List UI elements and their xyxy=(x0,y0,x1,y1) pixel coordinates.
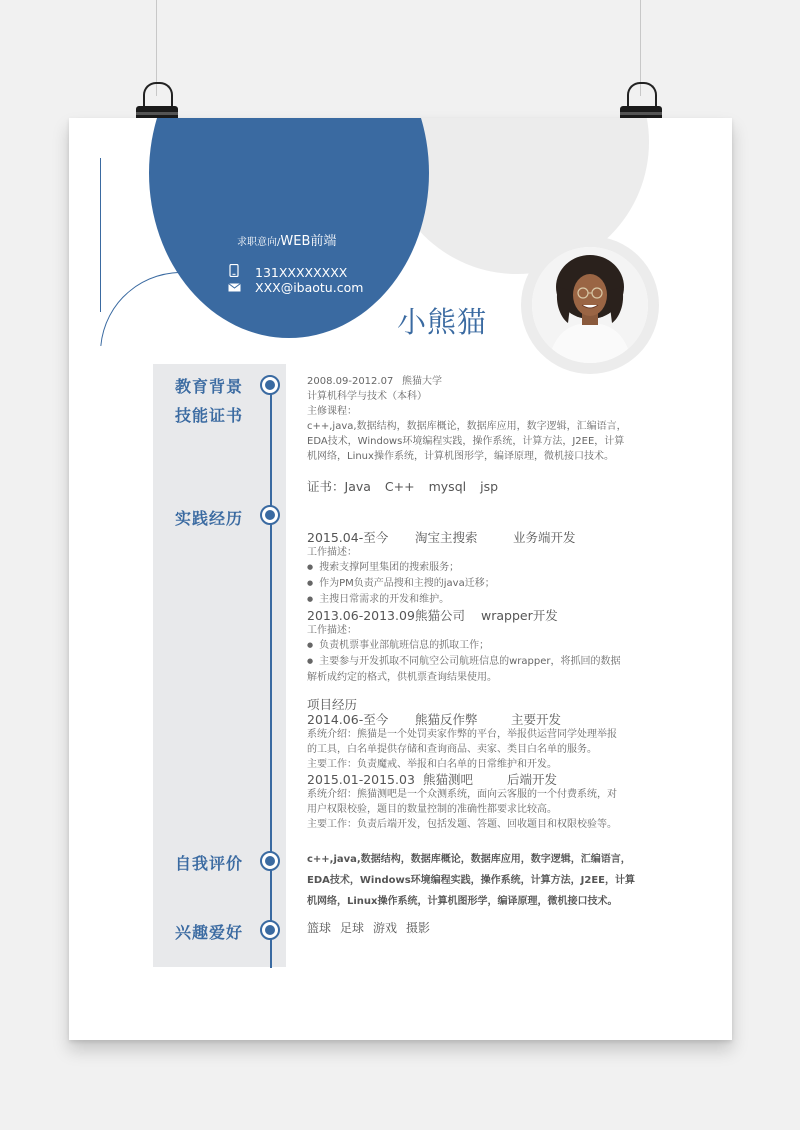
edu-courses-line: c++,java,数据结构，数据库概论，数据库应用，数字逻辑，汇编语言， xyxy=(307,421,627,432)
hobby-item: 摄影 xyxy=(406,921,431,935)
decor-line xyxy=(100,158,101,312)
objective-label: 求职意向/ xyxy=(237,237,281,248)
self-eval-line: c++,java,数据结构，数据库概论，数据库应用，数字逻辑，汇编语言， xyxy=(307,854,631,865)
left-section-band xyxy=(153,364,286,967)
self-eval-line: EDA技术，Windows环境编程实践，操作系统，计算方法，J2EE，计算 xyxy=(307,875,636,886)
work-company: 淘宝主搜索 xyxy=(415,530,478,545)
timeline-node-practice xyxy=(260,505,280,525)
self-eval-line: 机网络，Linux操作系统，计算机图形学，编译原理，微机接口技术。 xyxy=(307,896,618,907)
self-eval-block xyxy=(307,849,635,912)
work-desc-label: 工作描述： xyxy=(307,547,357,558)
education-block xyxy=(307,374,627,464)
project-intro: 用户权限校验，题目的数量控制的准确性都要求比较高。 xyxy=(307,804,557,815)
timeline-line xyxy=(270,382,272,968)
profile-photo xyxy=(532,247,648,363)
work-company: 熊猫公司 xyxy=(415,608,466,623)
cert-label: 证书： xyxy=(307,479,345,494)
project-intro: 系统介绍：熊猫是一个处罚卖家作弊的平台，举报供运营同学处理举报 xyxy=(307,729,617,740)
section-title-education: 教育背景 xyxy=(175,377,244,396)
hobby-item: 游戏 xyxy=(373,921,398,935)
resume-paper xyxy=(69,118,732,1040)
certificates xyxy=(307,479,512,494)
project-period: 2014.06-至今 xyxy=(307,712,389,727)
timeline-node-hobbies xyxy=(260,920,280,940)
contact-email xyxy=(227,280,363,295)
edu-major: 计算机科学与技术（本科） xyxy=(307,391,427,402)
project-work: 主要工作：负责后端开发，包括发题、答题、回收题目和权限校验等。 xyxy=(307,819,617,830)
edu-courses-line: EDA技术，Windows环境编程实践，操作系统，计算方法，J2EE，计算 xyxy=(307,436,625,447)
project-intro: 的工具，白名单提供存储和查询商品、卖家、类目白名单的服务。 xyxy=(307,744,597,755)
section-title-skills: 技能证书 xyxy=(175,406,244,425)
work-bullet: ● 搜索支撑阿里集团的搜索服务； xyxy=(307,560,621,576)
email-text: XXX@ibaotu.com xyxy=(255,280,364,295)
work-block xyxy=(307,530,621,685)
project-name: 熊猫反作弊 xyxy=(415,712,478,727)
hobbies-block xyxy=(307,921,430,936)
job-objective xyxy=(237,230,336,249)
work-bullet: ● 主要参与开发抓取不同航空公司航班信息的wrapper，将抓回的数据 xyxy=(307,654,621,670)
edu-courses-line: 机网络，Linux操作系统，计算机图形学，编译原理，微机接口技术。 xyxy=(307,451,614,462)
cert-item: C++ xyxy=(384,479,415,494)
edu-period: 2008.09-2012.07 xyxy=(307,376,394,387)
project-role: 主要开发 xyxy=(511,712,562,727)
project-name: 熊猫测吧 xyxy=(423,772,474,787)
cert-item: mysql xyxy=(428,479,467,494)
projects-block xyxy=(307,697,617,832)
work-period: 2013.06-2013.09 xyxy=(307,608,415,623)
project-period: 2015.01-2015.03 xyxy=(307,772,415,787)
candidate-name: 小熊猫 xyxy=(397,305,488,339)
work-role: wrapper开发 xyxy=(481,608,558,623)
timeline-node-education xyxy=(260,375,280,395)
work-bullet: ● 作为PM负责产品搜和主搜的java迁移； xyxy=(307,576,621,592)
phone-icon xyxy=(227,264,241,280)
cert-item: Java xyxy=(344,479,371,494)
work-bullet: ● 主搜日常需求的开发和维护。 xyxy=(307,592,621,608)
phone-text: 131XXXXXXXX xyxy=(255,265,348,280)
section-title-self-eval: 自我评价 xyxy=(175,854,244,873)
section-title-hobbies: 兴趣爱好 xyxy=(175,923,244,942)
objective-value: WEB前端 xyxy=(280,234,337,249)
edu-courses-label: 主修课程： xyxy=(307,406,357,417)
hobby-item: 篮球 xyxy=(307,921,332,935)
cert-item: jsp xyxy=(480,479,499,494)
work-desc-label: 工作描述： xyxy=(307,625,357,636)
work-period: 2015.04-至今 xyxy=(307,530,389,545)
project-role: 后端开发 xyxy=(507,772,558,787)
hobby-item: 足球 xyxy=(340,921,365,935)
mail-icon xyxy=(227,280,241,295)
work-role: 业务端开发 xyxy=(513,530,576,545)
work-bullet: ● 负责机票事业部航班信息的抓取工作； xyxy=(307,638,621,654)
timeline-node-self-eval xyxy=(260,851,280,871)
work-bullet-continued: 解析成约定的格式，供机票查询结果使用。 xyxy=(307,672,497,683)
project-work: 主要工作：负责魔戒、举报和白名单的日常维护和开发。 xyxy=(307,759,557,770)
contact-phone xyxy=(227,264,347,280)
project-intro: 系统介绍：熊猫测吧是一个众测系统，面向云客服的一个付费系统，对 xyxy=(307,789,617,800)
edu-school: 熊猫大学 xyxy=(402,376,442,387)
projects-heading: 项目经历 xyxy=(307,697,358,712)
profile-photo-frame xyxy=(521,236,659,374)
section-title-practice: 实践经历 xyxy=(175,509,244,528)
